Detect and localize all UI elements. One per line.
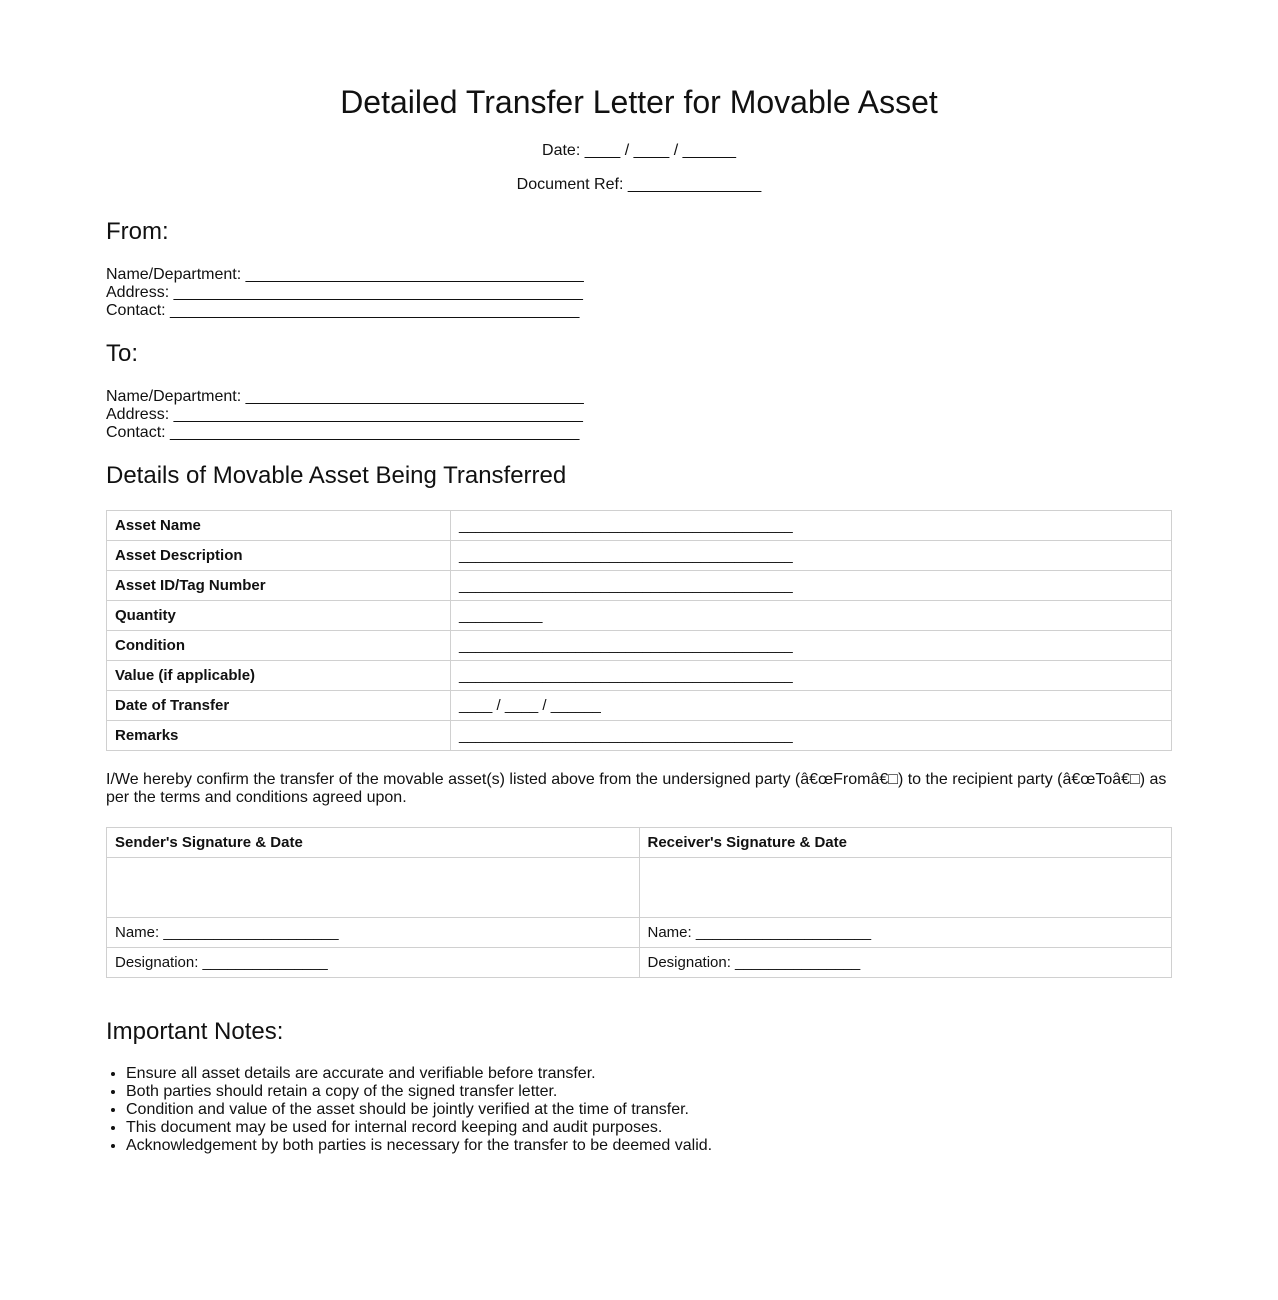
table-row — [107, 661, 1172, 691]
table-row — [107, 828, 1172, 858]
from-heading: From: — [106, 218, 169, 245]
condition-label: Condition — [107, 631, 451, 661]
value-label: Value (if applicable) — [107, 661, 451, 691]
remarks-label: Remarks — [107, 721, 451, 751]
table-row — [107, 571, 1172, 601]
table-row — [107, 858, 1172, 918]
sender-signature-area — [107, 858, 640, 918]
list-item: • This document may be used for internal record keeping and audit purposes. — [126, 1119, 712, 1137]
quantity-value: __________ — [451, 601, 1172, 631]
table-row — [107, 631, 1172, 661]
table-row — [107, 948, 1172, 978]
to-block — [106, 388, 584, 442]
confirmation-text: I/We hereby confirm the transfer of the movable asset(s) listed above from the undersigned party (â€œFromâ€□) to the recipient party (â€œToâ€□) as per the terms and conditions agreed upon. — [106, 771, 1167, 806]
value-value: ________________________________________ — [451, 661, 1172, 691]
to-name-field: Name/Department: ______________________________________ — [106, 388, 584, 405]
list-item: • Acknowledgement by both parties is necessary for the transfer to be deemed valid. — [126, 1137, 712, 1155]
from-name-field: Name/Department: ______________________________________ — [106, 266, 584, 283]
sender-name-field: Name: _____________________ — [107, 918, 640, 948]
to-heading: To: — [106, 340, 139, 367]
to-address-field: Address: ______________________________________________ — [106, 406, 583, 423]
asset-details-heading: Details of Movable Asset Being Transferred — [106, 462, 567, 489]
receiver-signature-header: Receiver's Signature & Date — [639, 828, 1172, 858]
receiver-signature-area — [639, 858, 1172, 918]
receiver-designation-field: Designation: _______________ — [639, 948, 1172, 978]
quantity-label: Quantity — [107, 601, 451, 631]
asset-details-table — [106, 510, 1172, 751]
date-line: Date: ____ / ____ / ______ — [542, 142, 736, 159]
remarks-value: ________________________________________ — [451, 721, 1172, 751]
notes-list — [106, 1065, 712, 1155]
list-item: • Condition and value of the asset should be jointly verified at the time of transfer. — [126, 1101, 712, 1119]
table-row — [107, 601, 1172, 631]
table-row — [107, 691, 1172, 721]
document-ref-line: Document Ref: _______________ — [516, 176, 762, 193]
table-row — [107, 541, 1172, 571]
list-item: • Ensure all asset details are accurate and verifiable before transfer. — [126, 1065, 712, 1083]
signature-table — [106, 827, 1172, 978]
transfer-date-value: ____ / ____ / ______ — [451, 691, 1172, 721]
sender-designation-field: Designation: _______________ — [107, 948, 640, 978]
from-block — [106, 266, 584, 320]
transfer-date-label: Date of Transfer — [107, 691, 451, 721]
asset-description-value: ________________________________________ — [451, 541, 1172, 571]
to-contact-field: Contact: ______________________________________________ — [106, 424, 580, 441]
table-row — [107, 511, 1172, 541]
important-notes-heading: Important Notes: — [106, 1018, 284, 1045]
document-title: Detailed Transfer Letter for Movable Asset — [340, 84, 938, 120]
from-contact-field: Contact: ______________________________________________ — [106, 302, 580, 319]
from-address-field: Address: ______________________________________________ — [106, 284, 583, 301]
condition-value: ________________________________________ — [451, 631, 1172, 661]
asset-description-label: Asset Description — [107, 541, 451, 571]
table-row — [107, 721, 1172, 751]
receiver-name-field: Name: _____________________ — [639, 918, 1172, 948]
list-item: • Both parties should retain a copy of the signed transfer letter. — [126, 1083, 712, 1101]
asset-id-value: ________________________________________ — [451, 571, 1172, 601]
asset-name-value: ________________________________________ — [451, 511, 1172, 541]
table-row — [107, 918, 1172, 948]
asset-id-label: Asset ID/Tag Number — [107, 571, 451, 601]
asset-name-label: Asset Name — [107, 511, 451, 541]
sender-signature-header: Sender's Signature & Date — [107, 828, 640, 858]
